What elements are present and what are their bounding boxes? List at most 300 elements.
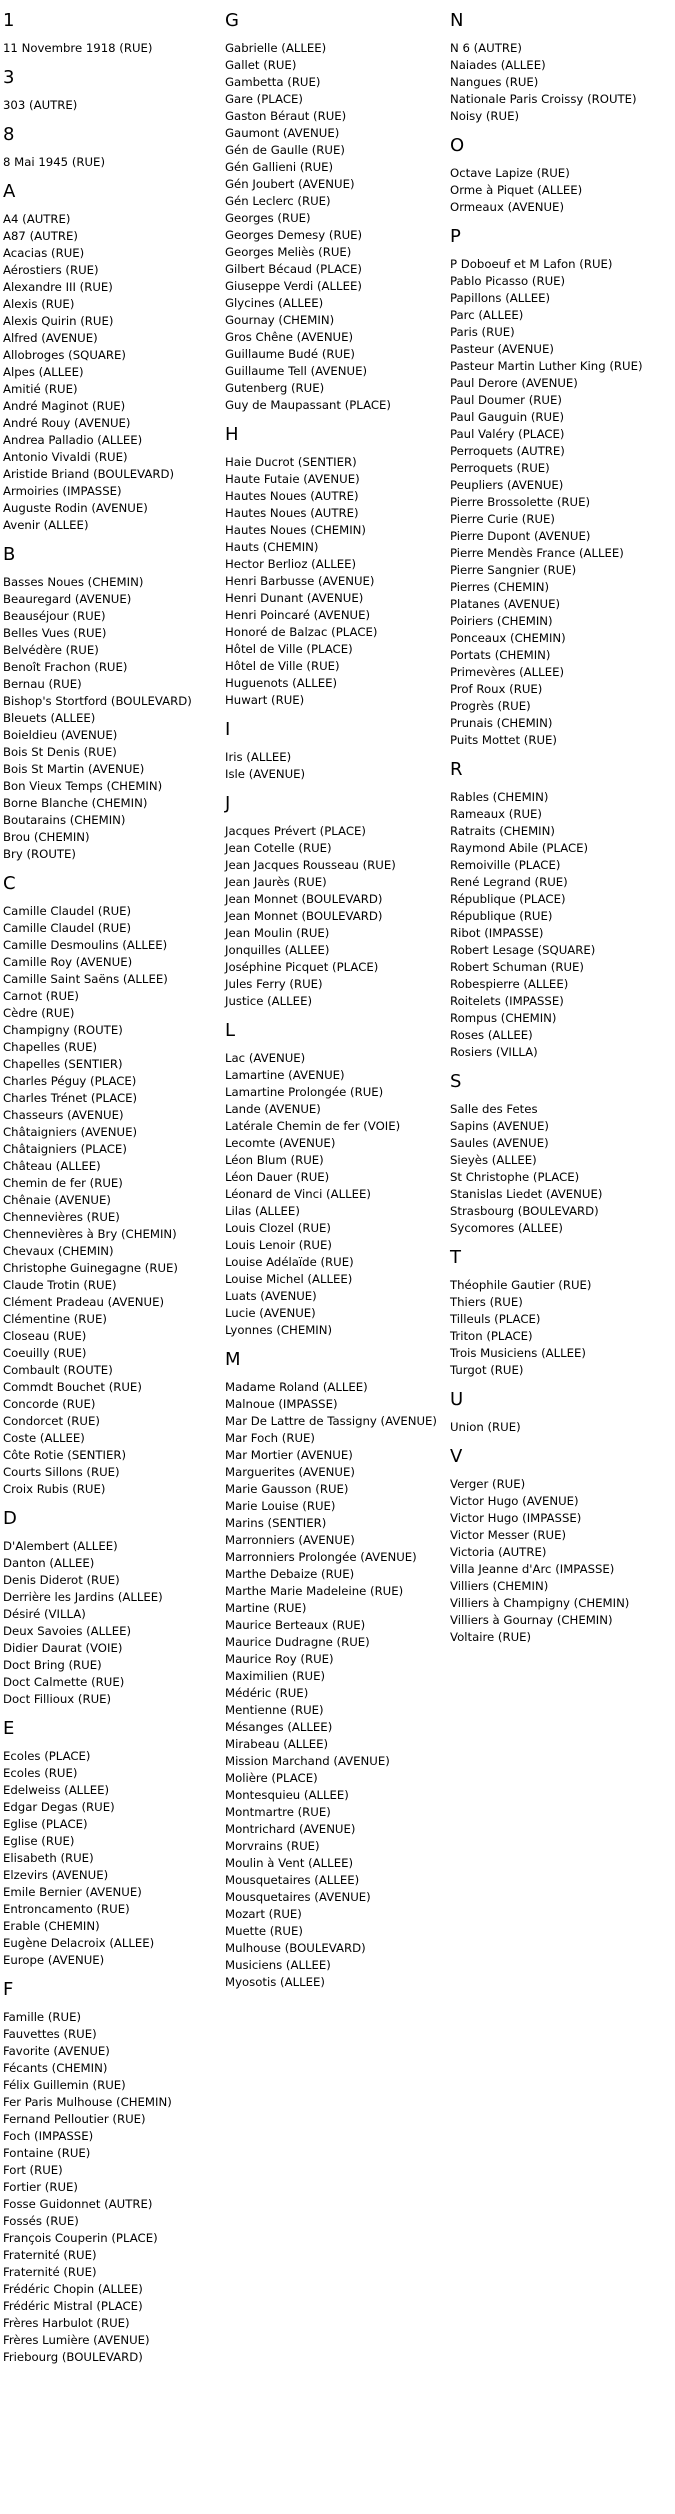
street-entry: A87 (AUTRE) <box>3 229 78 243</box>
street-entry: Triton (PLACE) <box>450 1329 533 1343</box>
section-letter-heading: L <box>225 1020 236 1041</box>
street-entry: Friebourg (BOULEVARD) <box>3 2350 143 2364</box>
street-entry: Château (ALLEE) <box>3 1159 101 1173</box>
street-entry: Mousquetaires (ALLEE) <box>225 1873 360 1887</box>
street-entry: Denis Diderot (RUE) <box>3 1573 120 1587</box>
street-entry: Clément Pradeau (AVENUE) <box>3 1295 165 1309</box>
street-entry: Courts Sillons (RUE) <box>3 1465 120 1479</box>
street-entry: Remoiville (PLACE) <box>450 858 561 872</box>
street-entry: Belvédère (RUE) <box>3 643 99 657</box>
street-entry: Mousquetaires (AVENUE) <box>225 1890 371 1904</box>
street-entry: Octave Lapize (RUE) <box>450 166 570 180</box>
street-entry: Benoît Frachon (RUE) <box>3 660 128 674</box>
street-entry: Villa Jeanne d'Arc (IMPASSE) <box>450 1562 615 1576</box>
street-entry: Ratraits (CHEMIN) <box>450 824 555 838</box>
street-entry: Montrichard (AVENUE) <box>225 1822 356 1836</box>
street-entry: Perroquets (RUE) <box>450 461 550 475</box>
street-entry: Champigny (ROUTE) <box>3 1023 123 1037</box>
street-entry: Pierres (CHEMIN) <box>450 580 550 594</box>
street-entry: Doct Fillioux (RUE) <box>3 1692 112 1706</box>
street-entry: Georges (RUE) <box>225 211 311 225</box>
street-entry: Léon Dauer (RUE) <box>225 1170 330 1184</box>
section-letter-heading: V <box>450 1446 463 1467</box>
letter-section-d <box>3 1498 192 1708</box>
section-letter-heading: C <box>3 873 16 894</box>
letter-section-v <box>450 1436 643 1646</box>
street-entry: Molière (PLACE) <box>225 1771 318 1785</box>
street-entry: Fer Paris Mulhouse (CHEMIN) <box>3 2095 172 2109</box>
street-entry: Honoré de Balzac (PLACE) <box>225 625 378 639</box>
street-entry: Hauts (CHEMIN) <box>225 540 319 554</box>
street-entry: Guillaume Tell (AVENUE) <box>225 364 368 378</box>
street-entry: Paul Derore (AVENUE) <box>450 376 578 390</box>
street-entry: Elzevirs (AVENUE) <box>3 1868 109 1882</box>
street-entry: Doct Bring (RUE) <box>3 1658 102 1672</box>
street-entry: Perroquets (AUTRE) <box>450 444 565 458</box>
street-entry: Chênaie (AVENUE) <box>3 1193 111 1207</box>
street-entry: Mulhouse (BOULEVARD) <box>225 1941 366 1955</box>
street-entry: Henri Barbusse (AVENUE) <box>225 574 375 588</box>
street-entry: Gén Gallieni (RUE) <box>225 160 334 174</box>
street-entry: 11 Novembre 1918 (RUE) <box>3 41 153 55</box>
section-letter-heading: S <box>450 1071 462 1092</box>
street-entry: Marronniers (AVENUE) <box>225 1533 355 1547</box>
street-entry: Condorcet (RUE) <box>3 1414 100 1428</box>
letter-section-p <box>450 216 643 749</box>
street-entry: Deux Savoies (ALLEE) <box>3 1624 132 1638</box>
street-entry: Jean Cotelle (RUE) <box>225 841 332 855</box>
street-entry: Marie Louise (RUE) <box>225 1499 336 1513</box>
street-entry: Puits Mottet (RUE) <box>450 733 557 747</box>
street-entry: Frédéric Mistral (PLACE) <box>3 2299 143 2313</box>
section-letter-heading: A <box>3 181 16 202</box>
street-entry: Rompus (CHEMIN) <box>450 1011 557 1025</box>
street-entry: Thiers (RUE) <box>450 1295 523 1309</box>
street-entry: Raymond Abile (PLACE) <box>450 841 589 855</box>
street-entry: Primevères (ALLEE) <box>450 665 565 679</box>
section-letter-heading: F <box>3 1979 14 2000</box>
letter-section-t <box>450 1237 643 1379</box>
street-entry: Rables (CHEMIN) <box>450 790 549 804</box>
street-entry: Favorite (AVENUE) <box>3 2044 110 2058</box>
street-entry: Fontaine (RUE) <box>3 2146 91 2160</box>
street-entry: Giuseppe Verdi (ALLEE) <box>225 279 362 293</box>
street-entry: Croix Rubis (RUE) <box>3 1482 106 1496</box>
street-entry: Christophe Guinegagne (RUE) <box>3 1261 178 1275</box>
letter-section-l <box>225 1010 437 1339</box>
letter-section-8 <box>3 114 192 171</box>
street-entry: Victor Hugo (AVENUE) <box>450 1494 579 1508</box>
section-letter-heading: J <box>225 793 231 814</box>
letter-section-u <box>450 1379 643 1436</box>
street-entry: Maurice Roy (RUE) <box>225 1652 334 1666</box>
street-entry: Closeau (RUE) <box>3 1329 87 1343</box>
street-entry: Sapins (AVENUE) <box>450 1119 549 1133</box>
street-entry: Progrès (RUE) <box>450 699 531 713</box>
street-entry: René Legrand (RUE) <box>450 875 568 889</box>
street-entry: Lyonnes (CHEMIN) <box>225 1323 333 1337</box>
street-entry: Beauséjour (RUE) <box>3 609 106 623</box>
street-entry: Frères Lumière (AVENUE) <box>3 2333 150 2347</box>
street-entry: Brou (CHEMIN) <box>3 830 90 844</box>
street-entry: Salle des Fetes <box>450 1102 538 1116</box>
street-entry: Rameaux (RUE) <box>450 807 542 821</box>
street-entry: Camille Saint Saëns (ALLEE) <box>3 972 168 986</box>
street-entry: Ribot (IMPASSE) <box>450 926 544 940</box>
street-entry: Robert Schuman (RUE) <box>450 960 584 974</box>
street-entry: Hôtel de Ville (PLACE) <box>225 642 353 656</box>
street-entry: Ecoles (RUE) <box>3 1766 78 1780</box>
street-entry: Montesquieu (ALLEE) <box>225 1788 349 1802</box>
street-entry: Bon Vieux Temps (CHEMIN) <box>3 779 163 793</box>
street-entry: Concorde (RUE) <box>3 1397 96 1411</box>
street-entry: Ecoles (PLACE) <box>3 1749 91 1763</box>
street-entry: Henri Poincaré (AVENUE) <box>225 608 371 622</box>
street-entry: Camille Desmoulins (ALLEE) <box>3 938 168 952</box>
letter-section-1 <box>3 0 192 57</box>
street-entry: Derrière les Jardins (ALLEE) <box>3 1590 163 1604</box>
street-entry: Allobroges (SQUARE) <box>3 348 126 362</box>
street-entry: Papillons (ALLEE) <box>450 291 551 305</box>
street-entry: François Couperin (PLACE) <box>3 2231 158 2245</box>
street-entry: Edgar Degas (RUE) <box>3 1800 115 1814</box>
letter-section-j <box>225 783 437 1010</box>
street-entry: Iris (ALLEE) <box>225 750 292 764</box>
street-entry: Félix Guillemin (RUE) <box>3 2078 126 2092</box>
street-entry: Pierre Curie (RUE) <box>450 512 555 526</box>
street-entry: Acacias (RUE) <box>3 246 85 260</box>
section-letter-heading: U <box>450 1389 464 1410</box>
street-entry: Armoiries (IMPASSE) <box>3 484 122 498</box>
street-entry: Chasseurs (AVENUE) <box>3 1108 124 1122</box>
street-entry: République (PLACE) <box>450 892 566 906</box>
street-entry: Platanes (AVENUE) <box>450 597 561 611</box>
street-entry: Combault (ROUTE) <box>3 1363 113 1377</box>
letter-section-s <box>450 1061 643 1237</box>
street-entry: Morvrains (RUE) <box>225 1839 320 1853</box>
street-entry: Antonio Vivaldi (RUE) <box>3 450 128 464</box>
letter-section-r <box>450 749 643 1061</box>
street-entry: Maurice Dudragne (RUE) <box>225 1635 370 1649</box>
street-entry: Belles Vues (RUE) <box>3 626 107 640</box>
street-entry: Elisabeth (RUE) <box>3 1851 94 1865</box>
street-entry: Borne Blanche (CHEMIN) <box>3 796 148 810</box>
street-entry: Fraternité (RUE) <box>3 2248 97 2262</box>
street-entry: Voltaire (RUE) <box>450 1630 532 1644</box>
street-entry: Charles Trénet (PLACE) <box>3 1091 138 1105</box>
letter-section-m <box>225 1339 437 1991</box>
street-entry: Tilleuls (PLACE) <box>450 1312 541 1326</box>
street-entry: Myosotis (ALLEE) <box>225 1975 325 1989</box>
street-entry: Pierre Brossolette (RUE) <box>450 495 591 509</box>
street-entry: Andrea Palladio (ALLEE) <box>3 433 143 447</box>
street-entry: Chapelles (SENTIER) <box>3 1057 123 1071</box>
street-entry: Chapelles (RUE) <box>3 1040 98 1054</box>
street-entry: Léon Blum (RUE) <box>225 1153 324 1167</box>
street-entry: Châtaigniers (AVENUE) <box>3 1125 138 1139</box>
street-entry: Moulin à Vent (ALLEE) <box>225 1856 354 1870</box>
section-letter-heading: I <box>225 719 231 740</box>
street-entry: Gén Joubert (AVENUE) <box>225 177 355 191</box>
street-entry: Camille Claudel (RUE) <box>3 921 132 935</box>
index-column-3 <box>450 0 643 1646</box>
street-entry: Martine (RUE) <box>225 1601 307 1615</box>
street-entry: Union (RUE) <box>450 1420 521 1434</box>
street-entry: Isle (AVENUE) <box>225 767 306 781</box>
street-entry: Mar Mortier (AVENUE) <box>225 1448 353 1462</box>
street-entry: Huguenots (ALLEE) <box>225 676 338 690</box>
letter-section-3 <box>3 57 192 114</box>
street-entry: Georges Demesy (RUE) <box>225 228 363 242</box>
street-entry: Bernau (RUE) <box>3 677 82 691</box>
street-entry: 8 Mai 1945 (RUE) <box>3 155 105 169</box>
street-entry: Commdt Bouchet (RUE) <box>3 1380 142 1394</box>
street-entry: Jean Monnet (BOULEVARD) <box>225 892 383 906</box>
section-letter-heading: 3 <box>3 67 15 88</box>
street-entry: Côte Rotie (SENTIER) <box>3 1448 127 1462</box>
street-entry: Doct Calmette (RUE) <box>3 1675 125 1689</box>
street-entry: Fort (RUE) <box>3 2163 63 2177</box>
street-entry: Victor Hugo (IMPASSE) <box>450 1511 582 1525</box>
street-entry: Eugène Delacroix (ALLEE) <box>3 1936 155 1950</box>
section-letter-heading: G <box>225 10 239 31</box>
street-entry: Médéric (RUE) <box>225 1686 309 1700</box>
street-entry: Camille Roy (AVENUE) <box>3 955 133 969</box>
street-entry: Mésanges (ALLEE) <box>225 1720 333 1734</box>
street-entry: Chennevières à Bry (CHEMIN) <box>3 1227 177 1241</box>
street-entry: Gambetta (RUE) <box>225 75 321 89</box>
letter-section-g <box>225 0 437 414</box>
street-entry: Jules Ferry (RUE) <box>225 977 323 991</box>
street-entry: Musiciens (ALLEE) <box>225 1958 331 1972</box>
street-entry: Mission Marchand (AVENUE) <box>225 1754 390 1768</box>
street-entry: Strasbourg (BOULEVARD) <box>450 1204 599 1218</box>
street-entry: Entroncamento (RUE) <box>3 1902 130 1916</box>
street-entry: Lande (AVENUE) <box>225 1102 321 1116</box>
street-entry: Claude Trotin (RUE) <box>3 1278 117 1292</box>
street-entry: Foch (IMPASSE) <box>3 2129 94 2143</box>
street-entry: Lamartine (AVENUE) <box>225 1068 345 1082</box>
street-entry: Camille Claudel (RUE) <box>3 904 132 918</box>
street-entry: Marins (SENTIER) <box>225 1516 327 1530</box>
street-entry: St Christophe (PLACE) <box>450 1170 580 1184</box>
street-entry: Chennevières (RUE) <box>3 1210 120 1224</box>
street-entry: Naiades (ALLEE) <box>450 58 546 72</box>
street-entry: Alexandre III (RUE) <box>3 280 113 294</box>
section-letter-heading: P <box>450 226 461 247</box>
street-entry: Erable (CHEMIN) <box>3 1919 100 1933</box>
street-entry: Lac (AVENUE) <box>225 1051 306 1065</box>
street-entry: Chemin de fer (RUE) <box>3 1176 123 1190</box>
street-entry: Pierre Dupont (AVENUE) <box>450 529 591 543</box>
street-entry: Clémentine (RUE) <box>3 1312 107 1326</box>
street-entry: Basses Noues (CHEMIN) <box>3 575 144 589</box>
street-entry: Haie Ducrot (SENTIER) <box>225 455 357 469</box>
street-entry: Gros Chêne (AVENUE) <box>225 330 354 344</box>
street-entry: Jean Jaurès (RUE) <box>225 875 327 889</box>
street-entry: Bry (ROUTE) <box>3 847 76 861</box>
street-entry: Alpes (ALLEE) <box>3 365 84 379</box>
street-entry: Mar De Lattre de Tassigny (AVENUE) <box>225 1414 437 1428</box>
street-entry: Fosse Guidonnet (AUTRE) <box>3 2197 153 2211</box>
street-entry: Gallet (RUE) <box>225 58 297 72</box>
street-entry: Hautes Noues (AUTRE) <box>225 489 359 503</box>
street-entry: Désiré (VILLA) <box>3 1607 86 1621</box>
street-entry: Jean Moulin (RUE) <box>225 926 330 940</box>
street-entry: Hautes Noues (AUTRE) <box>225 506 359 520</box>
street-entry: Gutenberg (RUE) <box>225 381 325 395</box>
street-entry: Gournay (CHEMIN) <box>225 313 335 327</box>
street-entry: Prof Roux (RUE) <box>450 682 543 696</box>
street-entry: Carnot (RUE) <box>3 989 79 1003</box>
street-entry: Victoria (AUTRE) <box>450 1545 547 1559</box>
index-column-1 <box>3 0 192 2366</box>
street-entry: Bois St Martin (AVENUE) <box>3 762 145 776</box>
street-entry: N 6 (AUTRE) <box>450 41 522 55</box>
street-entry: Nangues (RUE) <box>450 75 539 89</box>
street-entry: Fortier (RUE) <box>3 2180 78 2194</box>
street-entry: Glycines (ALLEE) <box>225 296 324 310</box>
letter-section-b <box>3 534 192 863</box>
street-entry: Paris (RUE) <box>450 325 515 339</box>
section-letter-heading: N <box>450 10 464 31</box>
street-entry: Nationale Paris Croissy (ROUTE) <box>450 92 637 106</box>
street-entry: Léonard de Vinci (ALLEE) <box>225 1187 371 1201</box>
street-entry: Poiriers (CHEMIN) <box>450 614 553 628</box>
street-entry: Boutarains (CHEMIN) <box>3 813 126 827</box>
street-entry: Madame Roland (ALLEE) <box>225 1380 368 1394</box>
street-entry: Jean Jacques Rousseau (RUE) <box>225 858 396 872</box>
street-entry: Alexis (RUE) <box>3 297 75 311</box>
street-entry: Bleuets (ALLEE) <box>3 711 96 725</box>
street-entry: Gare (PLACE) <box>225 92 303 106</box>
street-entry: Europe (AVENUE) <box>3 1953 105 1967</box>
street-entry: Danton (ALLEE) <box>3 1556 95 1570</box>
street-entry: Pierre Mendès France (ALLEE) <box>450 546 624 560</box>
street-entry: Eglise (RUE) <box>3 1834 75 1848</box>
street-entry: Victor Messer (RUE) <box>450 1528 567 1542</box>
street-entry: Prunais (CHEMIN) <box>450 716 553 730</box>
street-entry: Lecomte (AVENUE) <box>225 1136 336 1150</box>
street-entry: Muette (RUE) <box>225 1924 303 1938</box>
street-entry: Marie Gausson (RUE) <box>225 1482 349 1496</box>
street-entry: Avenir (ALLEE) <box>3 518 89 532</box>
street-entry: D'Alembert (ALLEE) <box>3 1539 118 1553</box>
street-entry: Hôtel de Ville (RUE) <box>225 659 340 673</box>
street-entry: Eglise (PLACE) <box>3 1817 88 1831</box>
street-entry: Verger (RUE) <box>450 1477 526 1491</box>
section-letter-heading: H <box>225 424 239 445</box>
letter-section-a <box>3 171 192 534</box>
street-entry: Beauregard (AVENUE) <box>3 592 132 606</box>
street-entry: Alexis Quirin (RUE) <box>3 314 114 328</box>
street-entry: Roitelets (IMPASSE) <box>450 994 564 1008</box>
street-entry: République (RUE) <box>450 909 553 923</box>
street-entry: Jonquilles (ALLEE) <box>225 943 330 957</box>
letter-section-c <box>3 863 192 1498</box>
street-entry: Henri Dunant (AVENUE) <box>225 591 364 605</box>
street-entry: Didier Daurat (VOIE) <box>3 1641 123 1655</box>
letter-section-o <box>450 125 643 216</box>
street-entry: Frédéric Chopin (ALLEE) <box>3 2282 143 2296</box>
street-entry: Hautes Noues (CHEMIN) <box>225 523 366 537</box>
street-entry: Rosiers (VILLA) <box>450 1045 538 1059</box>
street-entry: Fécants (CHEMIN) <box>3 2061 108 2075</box>
street-entry: Théophile Gautier (RUE) <box>450 1278 592 1292</box>
street-entry: Jacques Prévert (PLACE) <box>225 824 366 838</box>
street-entry: Châtaigniers (PLACE) <box>3 1142 127 1156</box>
street-entry: Gaston Béraut (RUE) <box>225 109 347 123</box>
street-entry: Lucie (AVENUE) <box>225 1306 316 1320</box>
street-entry: Guillaume Budé (RUE) <box>225 347 355 361</box>
street-entry: Malnoue (IMPASSE) <box>225 1397 338 1411</box>
index-column-2 <box>225 0 437 1991</box>
street-entry: Ponceaux (CHEMIN) <box>450 631 566 645</box>
street-entry: Jean Monnet (BOULEVARD) <box>225 909 383 923</box>
street-entry: Paul Valéry (PLACE) <box>450 427 565 441</box>
street-entry: Mozart (RUE) <box>225 1907 302 1921</box>
street-entry: Frères Harbulot (RUE) <box>3 2316 130 2330</box>
letter-section-h <box>225 414 437 709</box>
street-entry: Stanislas Liedet (AVENUE) <box>450 1187 603 1201</box>
street-entry: Turgot (RUE) <box>450 1363 524 1377</box>
section-letter-heading: D <box>3 1508 17 1529</box>
street-entry: Robert Lesage (SQUARE) <box>450 943 596 957</box>
section-letter-heading: R <box>450 759 463 780</box>
street-entry: Louise Adélaïde (RUE) <box>225 1255 354 1269</box>
street-entry: Robespierre (ALLEE) <box>450 977 569 991</box>
street-entry: Louis Lenoir (RUE) <box>225 1238 332 1252</box>
street-entry: Marthe Debaize (RUE) <box>225 1567 355 1581</box>
section-letter-heading: E <box>3 1718 15 1739</box>
street-entry: Fossés (RUE) <box>3 2214 79 2228</box>
street-entry: Mirabeau (ALLEE) <box>225 1737 329 1751</box>
street-entry: Roses (ALLEE) <box>450 1028 533 1042</box>
section-letter-heading: M <box>225 1349 241 1370</box>
street-entry: Joséphine Picquet (PLACE) <box>225 960 379 974</box>
street-entry: Marguerites (AVENUE) <box>225 1465 355 1479</box>
street-entry: Boieldieu (AVENUE) <box>3 728 118 742</box>
street-entry: Saules (AVENUE) <box>450 1136 549 1150</box>
street-entry: Huwart (RUE) <box>225 693 305 707</box>
street-entry: Gén Leclerc (RUE) <box>225 194 331 208</box>
street-entry: P Doboeuf et M Lafon (RUE) <box>450 257 613 271</box>
street-entry: Villiers (CHEMIN) <box>450 1579 549 1593</box>
street-entry: Portats (CHEMIN) <box>450 648 551 662</box>
street-entry: Emile Bernier (AVENUE) <box>3 1885 142 1899</box>
street-entry: Bois St Denis (RUE) <box>3 745 117 759</box>
section-letter-heading: 1 <box>3 10 15 31</box>
street-entry: Orme à Piquet (ALLEE) <box>450 183 583 197</box>
street-entry: Alfred (AVENUE) <box>3 331 98 345</box>
street-entry: Fernand Pelloutier (RUE) <box>3 2112 146 2126</box>
street-entry: Charles Péguy (PLACE) <box>3 1074 137 1088</box>
street-entry: Paul Gauguin (RUE) <box>450 410 565 424</box>
letter-section-n <box>450 0 643 125</box>
street-entry: Pasteur Martin Luther King (RUE) <box>450 359 643 373</box>
street-entry: Villiers à Champigny (CHEMIN) <box>450 1596 630 1610</box>
street-entry: Peupliers (AVENUE) <box>450 478 564 492</box>
street-entry: Aristide Briand (BOULEVARD) <box>3 467 175 481</box>
street-entry: Maximilien (RUE) <box>225 1669 326 1683</box>
section-letter-heading: T <box>450 1247 461 1268</box>
street-entry: Marthe Marie Madeleine (RUE) <box>225 1584 404 1598</box>
street-entry: Gén de Gaulle (RUE) <box>225 143 345 157</box>
street-entry: Aérostiers (RUE) <box>3 263 99 277</box>
street-entry: Haute Futaie (AVENUE) <box>225 472 360 486</box>
street-entry: Edelweiss (ALLEE) <box>3 1783 110 1797</box>
street-entry: Parc (ALLEE) <box>450 308 524 322</box>
